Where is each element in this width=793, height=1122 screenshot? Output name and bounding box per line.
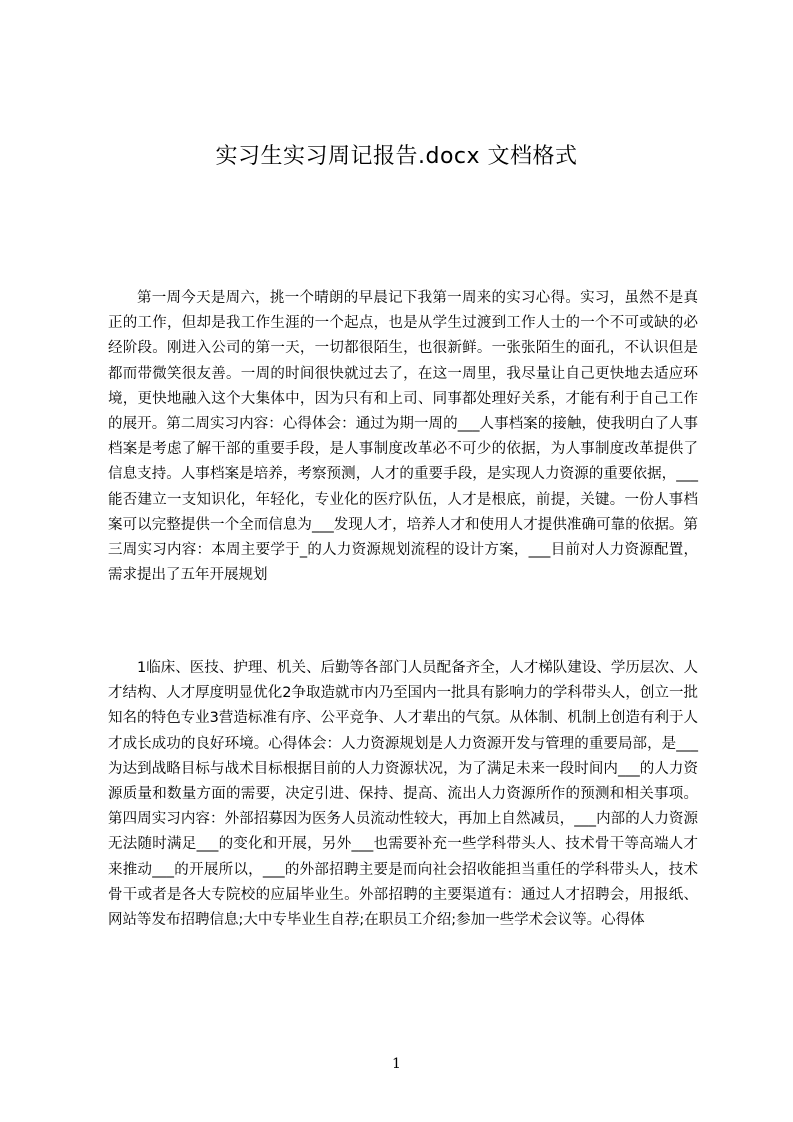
- body-paragraph: 第一周今天是周六，挑一个晴朗的早晨记下我第一周来的实习心得。实习，虽然不是真正的工作，但却是我工作生涯的一个起点，也是从学生过渡到工作人士的一个不可或缺的必经阶段。刚进入公司的第一天，一切都很陌生，也很新鲜。一张张陌生的面孔，不认识但是都而带微笑很友善。一周的时间很快就过去了，在这一周里，我尽量让自己更快地去适应环境，更快地融入这个大集体中，因为只有和上司、同事都处理好关系，才能有利于自己工作的展开。第二周实习内容：心得体会：通过为期一周的___人事档案的接触，使我明白了人事档案是考虑了解干部的重要手段，是人事制度改革必不可少的依据，为人事制度改革提供了信息支持。人事档案是培养，考察预测，人才的重要手段，是实现人力资源的重要依据，___能否建立一支知识化，年轻化，专业化的医疗队伍，人才是根底，前提，关键。一份人事档案可以完整提供一个全而信息为___发现人才，培养人才和使用人才提供准确可靠的依据。第三周实习内容：本周主要学于_的人力资源规划流程的设计方案，___目前对人力资源配置，需求提出了五年开展规划: [108, 290, 698, 584]
- document-title: 实习生实习周记报告.docx 文档格式: [215, 144, 578, 169]
- body-paragraph: 1临床、医技、护理、机关、后勤等各部门人员配备齐全，人才梯队建设、学历层次、人才结构、人才厚度明显优化2争取造就市内乃至国内一批具有影响力的学科带头人，创立一批知名的特色专业3营造标准有序、公平竞争、人才辈出的气氛。从体制、机制上创造有利于人才成长成功的良好环境。心得体会：人力资源规划是人力资源开发与管理的重要局部，是___为达到战略目标与战术目标根据目前的人力资源状况，为了满足未来一段时间内___的人力资源质量和数量方面的需要，决定引进、保持、提高、流出人力资源所作的预测和相关事项。第四周实习内容：外部招募因为医务人员流动性较大，再加上自然减员，___内部的人力资源无法随时满足___的变化和开展，另外___也需要补充一些学科带头人、技术骨干等高端人才来推动___的开展所以，___的外部招聘主要是而向社会招收能担当重任的学科带头人，技术骨干或者是各大专院校的应届毕业生。外部招聘的主要渠道有：通过人才招聘会，用报纸、网站等发布招聘信息;大中专毕业生自荐;在职员工介绍;参加一些学术会议等。心得体: [108, 660, 698, 929]
- page-number: 1: [392, 1056, 401, 1072]
